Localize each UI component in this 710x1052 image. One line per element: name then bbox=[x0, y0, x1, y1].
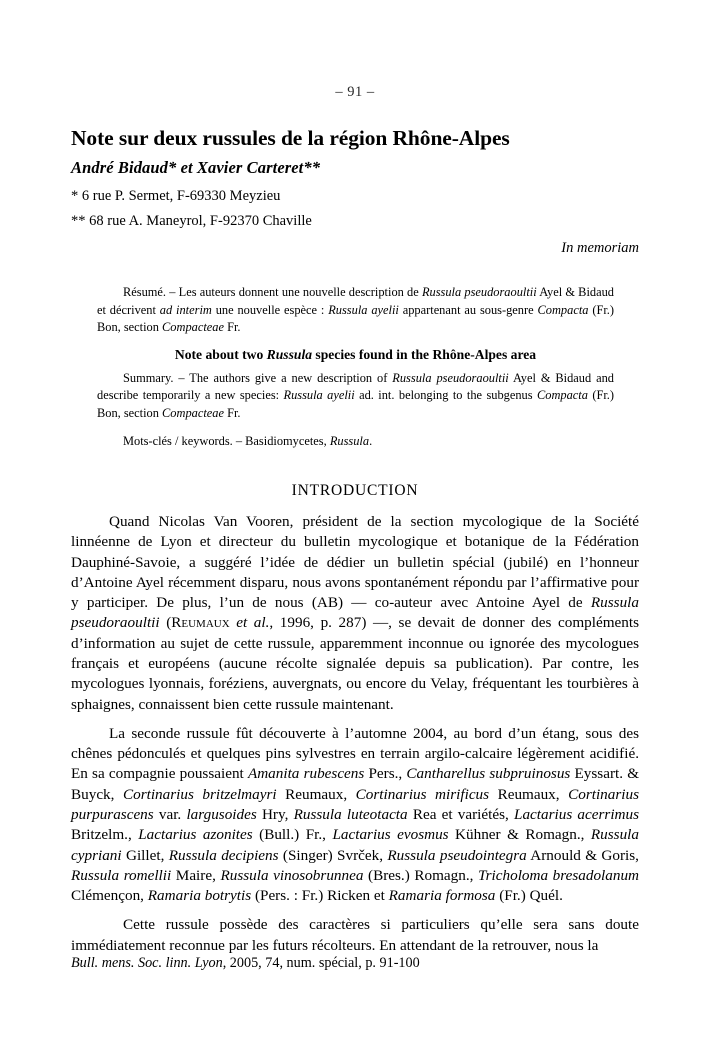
footer-citation bbox=[71, 955, 639, 972]
species-name: Cortinarius mirificus bbox=[355, 785, 490, 803]
paragraph-2 bbox=[71, 724, 639, 907]
author-byline: André Bidaud* et Xavier Carteret** bbox=[71, 158, 321, 177]
keywords-text: Basidiomycetes, bbox=[245, 434, 330, 449]
species-name: Lactarius azonites bbox=[138, 826, 253, 844]
species-authority: Kühner & Romagn., bbox=[448, 826, 591, 844]
resume-species-1: Russula pseudoraoultii bbox=[421, 285, 537, 299]
paragraph-1-species: Russula pseudoraoultii bbox=[71, 594, 639, 632]
section-heading-introduction: INTRODUCTION bbox=[291, 482, 419, 499]
footer-citation-detail: , 2005, 74, num. spécial, p. 91-100 bbox=[222, 955, 420, 971]
species-authority: var. bbox=[153, 805, 187, 823]
citation-etal: et al. bbox=[229, 614, 270, 632]
species-name: Cantharellus subpruinosus bbox=[406, 765, 571, 783]
english-heading-part-2: species found in the Rhône-Alpes area bbox=[312, 346, 537, 362]
summary-species-1: Russula pseudoraoultii bbox=[392, 370, 509, 385]
species-name: Cortinarius purpurascens bbox=[71, 785, 639, 823]
species-authority: Clémençon, bbox=[71, 887, 148, 905]
species-authority: Rea et variétés, bbox=[407, 805, 514, 823]
keywords-genus: Russula bbox=[329, 434, 370, 449]
species-authority: Pers., bbox=[364, 765, 407, 783]
english-heading-genus: Russula bbox=[266, 346, 313, 362]
resume-species-2: Russula ayelii bbox=[328, 302, 399, 317]
species-authority: (Bres.) Romagn., bbox=[363, 866, 479, 884]
paragraph-3: Cette russule possède des caractères si particuliers qu’elle sera sans doute immédiatement reconnue par les futurs récolteurs. En attendant de la retrouver, nous la bbox=[71, 916, 639, 954]
keywords-line bbox=[97, 433, 614, 451]
summary-text-4: (Fr.) Bon, section bbox=[97, 388, 615, 420]
summary-text-2: Ayel & Bidaud and describe temporarily a new species: bbox=[97, 370, 614, 403]
species-name: Russula luteotacta bbox=[293, 805, 408, 823]
resume-text-3: une nouvelle espèce : bbox=[211, 302, 329, 317]
resume-text-6: Fr. bbox=[223, 320, 241, 335]
species-name: Russula vinosobrunnea bbox=[220, 866, 364, 884]
summary-label: Summary. – bbox=[123, 370, 190, 385]
dedication-in-memoriam: In memoriam bbox=[561, 240, 639, 256]
species-name: Russula pseudointegra bbox=[387, 846, 527, 864]
page-folio: – 91 – bbox=[335, 84, 375, 100]
species-name: Russula cypriani bbox=[71, 826, 639, 864]
citation-author: Reumaux bbox=[171, 614, 230, 632]
summary-subgenus: Compacta bbox=[536, 388, 588, 403]
species-name: Ramaria botrytis bbox=[147, 887, 252, 905]
affiliation-second-author: ** 68 rue A. Maneyrol, F-92370 Chaville bbox=[71, 213, 312, 229]
species-authority: (Fr.) Quél. bbox=[495, 887, 563, 905]
resume-text-1: Les auteurs donnent une nouvelle description de bbox=[178, 285, 422, 299]
summary-text-1: The authors give a new description of bbox=[189, 370, 393, 385]
resume-subgenus: Compacta bbox=[537, 302, 589, 317]
species-authority: Arnould & Goris, bbox=[526, 846, 639, 864]
paragraph-2-intro: La seconde russule fût découverte à l’automne 2004, au bord d’un étang, sous des chênes pédonculés et quelques pins sylvestres en terrain argilo-calcaire légèrement acidifié. En sa compagnie poussaient bbox=[71, 724, 639, 783]
keywords-end: . bbox=[369, 434, 373, 449]
resume-text-5: (Fr.) Bon, section bbox=[97, 302, 615, 335]
english-abstract-heading bbox=[97, 346, 614, 364]
species-name: Lactarius acerrimus bbox=[514, 805, 640, 823]
resume-paragraph bbox=[97, 284, 614, 337]
species-authority: Maire, bbox=[171, 866, 221, 884]
paragraph-1-part-b: ( bbox=[159, 614, 172, 632]
species-name: Cortinarius britzelmayri bbox=[122, 785, 277, 803]
species-authority: Gillet, bbox=[121, 846, 169, 864]
species-name: Ramaria formosa bbox=[388, 887, 496, 905]
species-variety-authority: Hry, bbox=[256, 805, 294, 823]
summary-section: Compacteae bbox=[162, 405, 224, 420]
summary-text-3: ad. int. belonging to the subgenus bbox=[354, 388, 537, 403]
species-list bbox=[71, 765, 639, 904]
resume-section: Compacteae bbox=[162, 320, 224, 335]
species-name: Russula romellii bbox=[71, 866, 172, 884]
species-name: Lactarius evosmus bbox=[332, 826, 449, 844]
paragraph-1-part-c: , 1996, p. 287) —, se devait de donner des compléments d’information au sujet de cette russule, apparemment inconnue ou ignorée des mycologues français et européens (aucune récolte signalée depuis sa publication). Par contre, les mycologues lyonnais, foréziens, auvergnats, ou encore du Velay, fréquentant les tourbières à sphaignes, connaissent bien cette russule maintenant. bbox=[71, 614, 639, 713]
resume-text-2: Ayel & Bidaud et décrivent bbox=[97, 285, 614, 317]
keywords-label: Mots-clés / keywords. – bbox=[123, 434, 246, 449]
english-heading-part-1: Note about two bbox=[174, 346, 267, 362]
summary-text-5: Fr. bbox=[223, 405, 241, 420]
species-authority: (Singer) Svrček, bbox=[278, 846, 388, 864]
paragraph-1 bbox=[71, 512, 639, 715]
summary-paragraph bbox=[97, 370, 614, 423]
species-authority: (Bull.) Fr., bbox=[252, 826, 333, 844]
page-title: Note sur deux russules de la région Rhône-Alpes bbox=[71, 126, 510, 151]
resume-text-4: appartenant au sous-genre bbox=[398, 302, 538, 317]
species-authority: Reumaux, bbox=[276, 785, 356, 803]
paragraph-1-part-a: Quand Nicolas Van Vooren, président de la section mycologique de la Société linnéenne de Lyon et directeur du bulletin mycologique et botanique de la Fédération Dauphiné-Savoie, a suggéré l’idée de dédier un bulletin spécial (jubilé) en l’honneur d’Antoine Ayel récemment disparu, nous avons spontanément répondu par l’affirmative pour y participer. De plus, l’un de nous (AB) — co-auteur avec Antoine Ayel de bbox=[71, 513, 639, 612]
species-authority: Eyssart. & Buyck, bbox=[71, 765, 640, 803]
affiliation-first-author: * 6 rue P. Sermet, F-69330 Meyzieu bbox=[71, 188, 281, 204]
summary-species-2: Russula ayelii bbox=[283, 388, 355, 403]
species-name: Tricholoma bresadolanum bbox=[478, 866, 640, 884]
species-authority: Britzelm., bbox=[71, 826, 139, 844]
species-authority: Reumaux, bbox=[489, 785, 569, 803]
species-authority: (Pers. : Fr.) Ricken et bbox=[251, 887, 389, 905]
footer-journal-name: Bull. mens. Soc. linn. Lyon bbox=[71, 955, 223, 971]
abstract-block bbox=[97, 284, 614, 451]
species-name: Russula decipiens bbox=[168, 846, 279, 864]
resume-label: Résumé. – bbox=[123, 285, 179, 299]
body-text bbox=[71, 512, 639, 956]
resume-latin-term: ad interim bbox=[159, 302, 212, 317]
species-name: Amanita rubescens bbox=[247, 765, 365, 783]
species-variety: largusoides bbox=[186, 805, 257, 823]
